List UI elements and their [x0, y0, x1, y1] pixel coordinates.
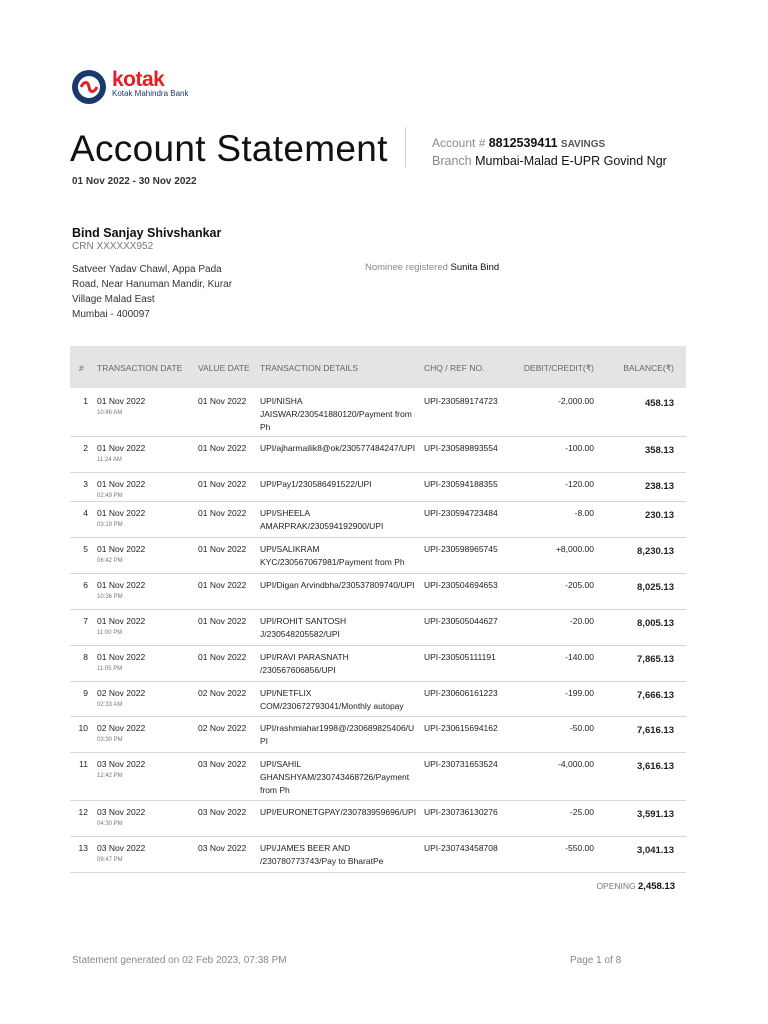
bank-subname: Kotak Mahindra Bank [112, 89, 189, 98]
table-row [70, 752, 686, 801]
running-balance: 238.13 [644, 481, 674, 492]
transaction-date-value: 01 Nov 2022 [97, 396, 146, 406]
transaction-details: UPI/SAHIL GHANSHYAM/230743468726/Payment from Ph [260, 759, 410, 795]
transaction-details: UPI/SHEELA AMARPRAK/230594192900/UPI [260, 508, 384, 531]
value-date: 01 Nov 2022 [198, 580, 247, 590]
transaction-date-value: 01 Nov 2022 [97, 508, 146, 518]
nominee-name: Sunita Bind [450, 262, 500, 273]
nominee-label: Nominee registered [365, 262, 448, 273]
running-balance: 8,230.13 [637, 546, 674, 557]
transaction-time: 03:19 PM [97, 522, 123, 528]
row-index: 6 [83, 580, 88, 590]
transaction-date [97, 478, 145, 502]
running-balance: 3,591.13 [637, 809, 674, 820]
account-type: SAVINGS [560, 139, 606, 150]
transaction-time: 02:33 AM [97, 702, 123, 708]
transaction-details: UPI/NETFLIX COM/230672793041/Monthly autopay [260, 688, 404, 711]
account-line [432, 136, 605, 150]
row-index: 8 [83, 652, 88, 662]
running-balance: 230.13 [644, 510, 674, 521]
transaction-time: 11:24 AM [97, 457, 122, 463]
ref-number: UPI-230615694162 [424, 723, 498, 733]
row-index: 13 [78, 843, 88, 853]
value-date: 02 Nov 2022 [198, 723, 247, 733]
transaction-date-value: 03 Nov 2022 [97, 759, 146, 769]
debit-credit-amount: -50.00 [569, 723, 594, 733]
opening-balance-line [596, 881, 675, 892]
table-row [70, 436, 686, 473]
branch-line [432, 154, 667, 168]
header-divider [405, 127, 406, 167]
transaction-time: 04:30 PM [97, 821, 123, 827]
running-balance: 7,666.13 [637, 690, 674, 701]
col-ref-no: CHQ / REF NO. [424, 363, 485, 373]
transaction-details: UPI/ROHIT SANTOSH J/230548205582/UPI [260, 616, 347, 639]
transaction-date [97, 806, 145, 830]
row-index: 4 [83, 508, 88, 518]
row-index: 9 [83, 688, 88, 698]
row-index: 2 [83, 443, 88, 453]
page-indicator: Page 1 of 8 [570, 955, 622, 966]
kotak-logo-icon [72, 70, 106, 104]
running-balance: 3,616.13 [637, 761, 674, 772]
running-balance: 7,616.13 [637, 725, 674, 736]
table-row [70, 609, 686, 646]
debit-credit-amount: +8,000.00 [555, 544, 594, 554]
account-number: 8812539411 [488, 136, 558, 150]
transaction-date-value: 01 Nov 2022 [97, 652, 146, 662]
row-index: 12 [78, 807, 88, 817]
row-index: 1 [83, 396, 88, 406]
ref-number: UPI-230504694653 [424, 580, 498, 590]
running-balance: 8,025.13 [637, 582, 674, 593]
transaction-details: UPI/SALIKRAM KYC/230567067981/Payment from Ph [260, 544, 405, 567]
transaction-details: UPI/Pay1/230586491522/UPI [260, 479, 372, 489]
transaction-details: UPI/EURONETGPAY/230783959696/UPI [260, 807, 417, 817]
opening-label: OPENING [596, 881, 636, 891]
transaction-details: UPI/RAVI PARASNATH /230567606856/UPI [260, 652, 349, 675]
transaction-date-value: 02 Nov 2022 [97, 723, 146, 733]
running-balance: 3,041.13 [637, 845, 674, 856]
transaction-time: 10:36 PM [97, 594, 123, 600]
nominee-line [365, 262, 499, 273]
ref-number: UPI-230743458708 [424, 843, 498, 853]
transaction-date [97, 687, 145, 711]
account-label: Account # [432, 136, 486, 150]
debit-credit-amount: -140.00 [565, 652, 594, 662]
table-row [70, 472, 686, 502]
transaction-time: 11:00 PM [97, 630, 123, 636]
value-date: 01 Nov 2022 [198, 479, 247, 489]
transaction-date [97, 722, 145, 746]
transaction-details: UPI/NISHA JAISWAR/230541880120/Payment from Ph [260, 396, 412, 432]
transaction-date [97, 395, 145, 419]
transaction-date [97, 615, 145, 639]
transaction-date-value: 03 Nov 2022 [97, 843, 146, 853]
col-transaction-date: TRANSACTION DATE [97, 363, 183, 373]
row-index: 11 [79, 759, 88, 769]
row-index: 3 [83, 479, 88, 489]
table-row [70, 800, 686, 837]
debit-credit-amount: -550.00 [565, 843, 594, 853]
value-date: 02 Nov 2022 [198, 688, 247, 698]
transaction-time: 09:47 PM [97, 857, 123, 863]
debit-credit-amount: -199.00 [565, 688, 594, 698]
opening-balance: 2,458.13 [638, 881, 675, 892]
debit-credit-amount: -4,000.00 [558, 759, 594, 769]
transaction-time: 10:46 AM [97, 410, 123, 416]
branch-label: Branch [432, 154, 472, 168]
col-value-date: VALUE DATE [198, 363, 250, 373]
ref-number: UPI-230606161223 [424, 688, 498, 698]
transaction-date [97, 543, 145, 567]
value-date: 01 Nov 2022 [198, 652, 247, 662]
transaction-details: UPI/Digan Arvindbha/230537809740/UPI [260, 580, 415, 590]
ref-number: UPI-230589893554 [424, 443, 498, 453]
table-header [70, 346, 686, 388]
transaction-date-value: 03 Nov 2022 [97, 807, 146, 817]
ref-number: UPI-230505044627 [424, 616, 498, 626]
value-date: 03 Nov 2022 [198, 807, 247, 817]
statement-period: 01 Nov 2022 - 30 Nov 2022 [72, 176, 197, 187]
table-row [70, 716, 686, 753]
ref-number: UPI-230594188355 [424, 479, 498, 489]
table-row [70, 645, 686, 682]
transaction-date-value: 02 Nov 2022 [97, 688, 146, 698]
debit-credit-amount: -205.00 [565, 580, 594, 590]
transaction-date-value: 01 Nov 2022 [97, 443, 146, 453]
transaction-date [97, 758, 145, 782]
customer-address [72, 262, 242, 322]
customer-name: Bind Sanjay Shivshankar [72, 226, 222, 240]
table-row [70, 573, 686, 610]
address-line: Satveer Yadav Chawl, Appa Pada Road, Near Hanuman Mandir, Kurar Village Malad East Mumbai - 400097 [72, 264, 233, 320]
transaction-date-value: 01 Nov 2022 [97, 580, 146, 590]
ref-number: UPI-230594723484 [424, 508, 498, 518]
table-row [70, 836, 686, 873]
running-balance: 8,005.13 [637, 618, 674, 629]
statement-generated: Statement generated on 02 Feb 2023, 07:38 PM [72, 955, 287, 966]
transaction-details: UPI/ajharmailik8@ok/230577484247/UPI [260, 443, 416, 453]
running-balance: 458.13 [644, 398, 674, 409]
table-row [70, 501, 686, 538]
transaction-time: 11:05 PM [97, 666, 123, 672]
customer-crn: CRN XXXXXX952 [72, 241, 154, 252]
debit-credit-amount: -25.00 [569, 807, 594, 817]
debit-credit-amount: -8.00 [574, 508, 594, 518]
row-index: 7 [83, 616, 88, 626]
debit-credit-amount: -20.00 [569, 616, 594, 626]
col-debit-credit: DEBIT/CREDIT(₹) [523, 363, 594, 373]
transaction-time: 03:30 PM [97, 737, 123, 743]
ref-number: UPI-230589174723 [424, 396, 498, 406]
branch-name: Mumbai-Malad E-UPR Govind Ngr [475, 154, 667, 168]
value-date: 01 Nov 2022 [198, 443, 247, 453]
col-balance: BALANCE(₹) [623, 363, 674, 373]
ref-number: UPI-230736130276 [424, 807, 498, 817]
debit-credit-amount: -120.00 [565, 479, 594, 489]
row-index: 10 [78, 723, 88, 733]
transaction-details: UPI/JAMES BEER AND /230780773743/Pay to BharatPe [260, 843, 384, 866]
running-balance: 7,865.13 [637, 654, 674, 665]
transaction-time: 12:42 PM [97, 773, 123, 779]
transaction-date [97, 651, 145, 675]
debit-credit-amount: -2,000.00 [558, 396, 594, 406]
transaction-date [97, 842, 145, 866]
row-index: 5 [83, 544, 88, 554]
table-row [70, 537, 686, 574]
debit-credit-amount: -100.00 [565, 443, 594, 453]
transaction-date-value: 01 Nov 2022 [97, 544, 146, 554]
ref-number: UPI-230731653524 [424, 759, 498, 769]
transaction-date [97, 579, 145, 603]
transaction-date [97, 442, 145, 466]
transaction-date-value: 01 Nov 2022 [97, 479, 146, 489]
running-balance: 358.13 [644, 445, 674, 456]
table-row [70, 389, 686, 437]
transaction-details: UPI/rashmiahar1998@/230689825406/UPI [260, 723, 415, 746]
transaction-time: 06:42 PM [97, 558, 123, 564]
transaction-date-value: 01 Nov 2022 [97, 616, 146, 626]
ref-number: UPI-230598965745 [424, 544, 498, 554]
col-index: # [79, 363, 84, 373]
value-date: 01 Nov 2022 [198, 396, 247, 406]
value-date: 01 Nov 2022 [198, 508, 247, 518]
table-row [70, 681, 686, 717]
value-date: 01 Nov 2022 [198, 544, 247, 554]
col-transaction-details: TRANSACTION DETAILS [260, 363, 359, 373]
bank-name: kotak [112, 68, 165, 91]
value-date: 03 Nov 2022 [198, 843, 247, 853]
transaction-time: 02:49 PM [97, 493, 123, 499]
page-title: Account Statement [70, 128, 388, 169]
value-date: 03 Nov 2022 [198, 759, 247, 769]
ref-number: UPI-230505111191 [424, 652, 496, 662]
transaction-date [97, 507, 145, 531]
value-date: 01 Nov 2022 [198, 616, 247, 626]
